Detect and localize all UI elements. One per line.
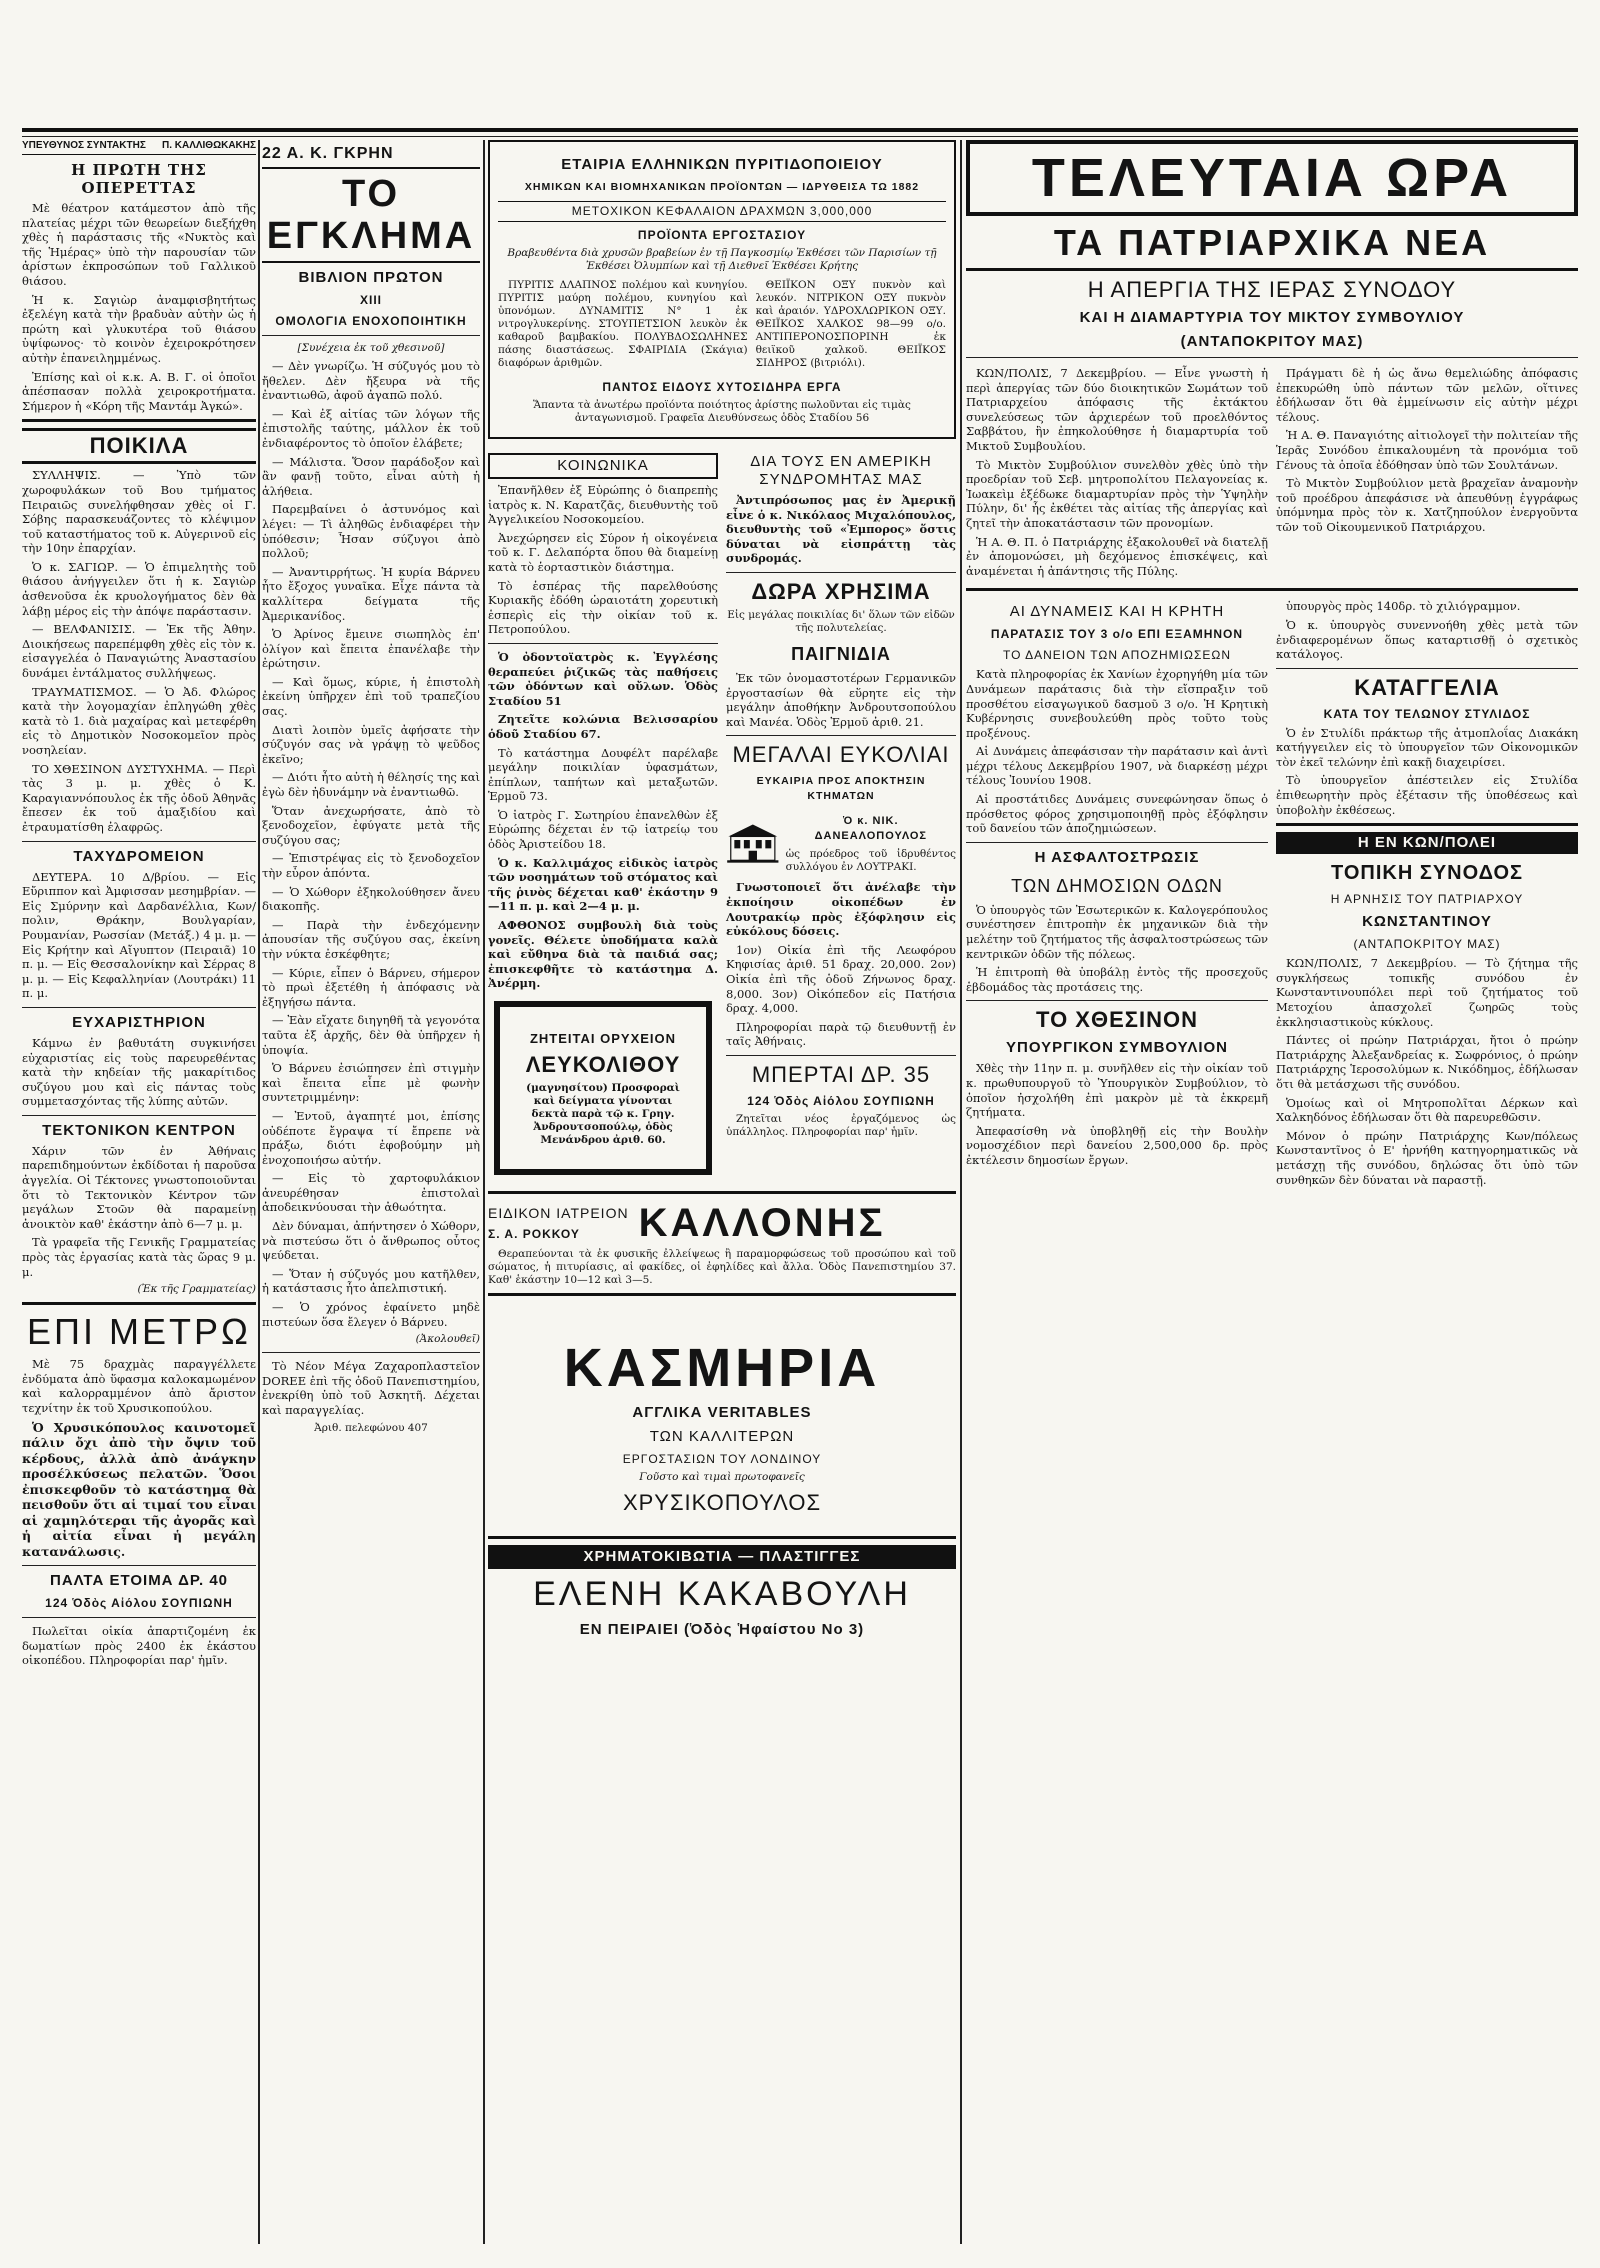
- factory-products-title: ΠΡΟΪΟΝΤΑ ΕΡΓΟΣΤΑΣΙΟΥ: [637, 228, 807, 242]
- shoes-ad: ΑΦΘΟΝΟΣ συμβουλὴ διὰ τοὺς γονεῖς. Θέλετε ὑποδήματα καλὰ καὶ εὔθηνα διὰ τὰ παιδιά σας; ἐπισκεφθῆτε τὸ κατάστημα Δ. Ἀνέρμη.: [488, 918, 718, 991]
- shop-ad: Τὸ κατάστημα Δουφέλτ παρέλαβε μεγάλην ποικιλίαν ὑφασμάτων, ἐπίπλων, ταπήτων καὶ μεταξωτῶν. Ἑρμοῦ 73.: [488, 745, 718, 804]
- premiere-paragraph: Μὲ θέατρον κατάμεστον ἀπὸ τῆς πλατείας μέχρι τῶν θεωρείων διεξήχθη χθὲς ἡ παράστασις τῆς «Νυκτὸς καὶ τῆς Ἡμέρας» ὑπὸ τὴν παρουσίαν τῶν ἀρίστων ἐκπροσώπων τοῦ Γαλλικοῦ θιάσου.: [22, 201, 256, 288]
- serial-paragraph: — Ὁ χρόνος ἐφαίνετο μηδὲ πιστεύων ὅσα ἔλεγεν ὁ Βάρνευ.: [262, 1300, 480, 1329]
- social-item: Ἐπανῆλθεν ἐξ Εὐρώπης ὁ διαπρεπὴς ἰατρὸς κ. Ν. Καρατζᾶς, διευθυντὴς τοῦ Ἀγγελικείου Νοσοκομείου.: [488, 483, 718, 527]
- cabinet-paragraph: Χθὲς τὴν 11ην π. μ. συνῆλθεν εἰς τὴν οἰκίαν τοῦ κ. πρωθυπουργοῦ τὸ Ὑπουργικὸν Συμβούλιον, τὸ ὁποῖον ἠσχολήθη ἐπὶ μακρὸν μὲ τὰ ἐκκρεμῆ ζητήματα.: [966, 1061, 1268, 1120]
- cologne-ad: Ζητεῖτε κολώνια Βελισσαρίου ὁδοῦ Σταδίου 67.: [488, 712, 718, 741]
- serial-paragraph: — Ἀναντιρρήτως. Ἡ κυρία Βάρνευ ἦτο ἔξοχος γυναῖκα. Εἶχε πάντα τὰ καλλίτερα δείγματα τῆς Ἀμερικανίδος.: [262, 564, 480, 623]
- products-left: ΠΥΡΙΤΙΣ ΔΛΑΠΝΟΣ πολέμου καὶ κυνηγίου. ΠΥΡΙΤΙΣ μαύρη πολέμου, κυνηγίου καὶ ὑπονόμων. ΔΥΝΑΜΙΤΙΣ Ν° 1 ἐκ νιτρογλυκερίνης. ΣΤΟΥΠΕΤΣΙΟΝ λευκὸν ἐκ καθαροῦ βαμβακίου. ΠΟΛΥΒΔΟΣΩΛΗΝΕΣ πάσης διαστάσεως. ΣΦΑΙΡΙΔΙΑ (Σκάγια) διαφόρων ἀριθμῶν.: [498, 279, 748, 369]
- toys-paragraph: Ἐκ τῶν ὀνομαστοτέρων Γερμανικῶν ἐργοστασίων θὰ εὕρητε εἰς τὴν μεγάλην ἀποθήκην Ἀνδρουτσοπούλου καὶ Μανέα. Ὁδὸς Ἑρμοῦ ἀριθ. 21.: [726, 670, 956, 729]
- confectionery-notice: Τὸ Νέον Μέγα Ζαχαροπλαστεῖον DOREE ἐπὶ τῆς ὁδοῦ Πανεπιστημίου, ἐνεκρίθη ὑπὸ τοῦ Ἀσκητῆ. Δέχεται καὶ παραγγελίας.: [262, 1359, 480, 1417]
- crete-subtitle-2: ΤΟ ΔΑΝΕΙΟΝ ΤΩΝ ΑΠΟΖΗΜΙΩΣΕΩΝ: [1002, 648, 1232, 663]
- serial-paragraph: Ὁ Ἀρίνος ἔμεινε σιωπηλὸς ἐπ' ὀλίγον καὶ ἔπειτα ἐπανέλαβε τὴν ἐρώτησιν.: [262, 627, 480, 671]
- roads-paragraph: Ὁ ὑπουργὸς τῶν Ἐσωτερικῶν κ. Καλογερόπουλος συνέστησεν ἐπιτροπὴν ἐκ μηχανικῶν διὰ τὴν μελέτην τοῦ ζητήματος τῆς ἀσφαλτοστρώσεως τῶν κεντρικῶν ὁδῶν τῆς πόλεως.: [966, 902, 1268, 961]
- serial-continuation: [Συνέχεια ἐκ τοῦ χθεσινοῦ]: [297, 342, 445, 354]
- serial-paragraph: — Παρὰ τὴν ἐνδεχόμενην ἀπουσίαν τῆς συζύγου σας, ἐκείνη τὴν νύκτα ἐσκέφθητε;: [262, 917, 480, 961]
- sale-firm: Ὁ κ. ΝΙΚ. ΔΑΝΕΑΛΟΠΟΥΛΟΣ: [814, 815, 928, 843]
- top-rule-thin: [22, 136, 1578, 137]
- top-rule: [22, 128, 1578, 132]
- synod-paragraph: Μόνον ὁ πρώην Πατριάρχης Κων/πόλεως Κωνσταντῖνος ὁ Ε' ἠρνήθη κατηγορηματικῶς νὰ μετάσχῃ τῆς συνόδου, δηλώσας ὅτι ὑπὸ τῶν συνθηκῶν δὲν δύναται νὰ παραστῇ.: [1276, 1128, 1578, 1187]
- serial-paragraph: Παρεμβαίνει ὁ ἀστυνόμος καὶ λέγει: — Τὶ ἀληθῶς ἐνδιαφέρει τὴν ὑπόθεσιν; Ἦσαν σύζυγοι ἀπὸ πολλοῦ;: [262, 502, 480, 561]
- crete-title: ΑΙ ΔΥΝΑΜΕΙΣ ΚΑΙ Η ΚΡΗΤΗ: [1009, 603, 1225, 621]
- stone-quarry-ad: [494, 1001, 712, 1175]
- company-capital: ΜΕΤΟΧΙΚΟΝ ΚΕΦΑΛΑΙΟΝ ΔΡΑΧΜΩΝ 3,000,000: [498, 201, 946, 222]
- social-item: Τὸ ἑσπέρας τῆς παρελθούσης Κυριακῆς ἐδόθη ὡραιοτάτη χορευτικὴ ἑσπερὶς εἰς τὴν οἰκίαν τοῦ κ. Πετροπούλου.: [488, 578, 718, 637]
- synod-paragraph: Πάντες οἱ πρώην Πατριάρχαι, ἤτοι ὁ πρώην Πατριάρχης Ἀλεξανδρείας κ. Σωφρόνιος, ὁ πρώην Πατριάρχης Ἱεροσολύμων κ. Νικόδημος, ἐδήλωσαν ὅτι θὰ μετάσχωσι τῆς συνόδου.: [1276, 1033, 1578, 1091]
- america-paragraph: Ἀντιπρόσωπος μας ἐν Ἀμερικῇ εἶνε ὁ κ. Νικόλαος Μιχαλόπουλος, διευθυντὴς τοῦ «Ἐμπορος» ὅστις δύναται νὰ εἰσπράττῃ τὰς συνδρομάς.: [726, 493, 956, 566]
- america-title: ΔΙΑ ΤΟΥΣ ΕΝ ΑΜΕΡΙΚΗ ΣΥΝΔΡΟΜΗΤΑΣ ΜΑΣ: [750, 453, 932, 488]
- column-1: [22, 140, 256, 2244]
- stone-ad-text: (μαγνησίτου) Προσφοραὶ καὶ δείγματα γίνονται δεκτὰ παρὰ τῷ κ. Γρηγ. Ἀνδρουτσοπούλῳ, ὁδὸς Μενάνδρου ἀριθ. 60.: [526, 1082, 680, 1146]
- serial-paragraph: Δὲν δύναμαι, ἀπήντησεν ὁ Χώθορν, νὰ πιστεύσω ὅτι ὁ ἄνθρωπος οὗτος ψεύδεται.: [262, 1219, 480, 1263]
- sale-paragraph: Πληροφορίαι παρὰ τῷ διευθυντῇ ἐν ταῖς Ἀθήναις.: [726, 1019, 956, 1049]
- news-item: Ὁ κ. ΣΑΓΙΩΡ. — Ὁ ἐπιμελητὴς τοῦ θιάσου ἀνήγγειλεν ὅτι ἡ κ. Σαγιὼρ ἀσθενοῦσα ἐκ κρυολογήματος δὲν θὰ λάβῃ μέρος εἰς τὴν ἀπόψε παράστασιν.: [22, 559, 256, 618]
- serial-chapter: XIII: [359, 293, 382, 307]
- cashmere-sub2: ΤΩΝ ΚΑΛΛΙΤΕΡΩΝ: [649, 1428, 795, 1445]
- cabinet-title: ΤΟ ΧΘΕΣΙΝΟΝ: [1036, 1007, 1198, 1033]
- masonic-signature: (Ἐκ τῆς Γραμματείας): [137, 1283, 256, 1296]
- masonic-paragraph: Τὰ γραφεῖα τῆς Γενικῆς Γραμματείας πρὸς τὰς ἐργασίας κατὰ τὰς ὥρας 9 μ. μ.: [22, 1235, 256, 1279]
- editor-label: ΥΠΕΥΘΥΝΟΣ ΣΥΝΤΑΚΤΗΣ: [22, 140, 146, 151]
- gunpowder-company-ad: [488, 140, 956, 439]
- cashmere-sub: ΑΓΓΛΙΚΑ VERITABLES: [632, 1404, 812, 1421]
- lead-paragraph: Ἡ Α. Θ. Π. ὁ Πατριάρχης ἐξακολουθεῖ νὰ διατελῇ ἐν ἀπομονώσει, μὴ δεχόμενος ἐπισκέψεις, καὶ ἀναμένεται ἡ ἀπάντησις τῆς Πύλης.: [966, 534, 1268, 578]
- stone-ad-title: ΖΗΤΕΙΤΑΙ ΟΡΥΧΕΙΟΝ: [529, 1031, 677, 1046]
- local-synod-subtitle-2: ΚΩΝΣΤΑΝΤΙΝΟΥ: [1362, 913, 1492, 931]
- denunciation-title: ΚΑΤΑΓΓΕΛΙΑ: [1354, 674, 1500, 700]
- serial-continued: (Ἀκολουθεῖ): [415, 1333, 480, 1346]
- column-3: [488, 140, 956, 2244]
- confectionery-phone: Ἀριθ. πελεφώνου 407: [314, 1421, 428, 1434]
- cashmere-sub3: ΕΡΓΟΣΤΑΣΙΩΝ ΤΟΥ ΛΟΝΔΙΝΟΥ: [622, 1452, 822, 1466]
- serial-body: [262, 359, 480, 1329]
- news-item: ΤΡΑΥΜΑΤΙΣΜΟΣ. — Ὁ Ἀδ. Φλώρος κατὰ τὴν λογομαχίαν ἐπληγώθη χθὲς κατὰ τὸ 1. διὰ μαχαίρας καὶ μετεφέρθη εἰς τὸ Δημοτικὸν Νοσοκομεῖον πρὸς νοσηλείαν.: [22, 684, 256, 757]
- clinic-beauty-title: ΚΑΛΛΟΝΗΣ: [638, 1201, 886, 1245]
- denunciation-paragraph: Τὸ ὑπουργεῖον ἀπέστειλεν εἰς Στυλίδα ἐπιθεωρητὴν πρὸς ἐξέτασιν τῆς ὑποθέσεως καὶ ὑποβολὴν ἐκθέσεως.: [1276, 773, 1578, 817]
- gifts-paragraph: Εἰς μεγάλας ποικιλίας δι' ὅλων τῶν εἰδῶν τῆς πολυτελείας.: [727, 608, 955, 634]
- serial-paragraph: — Διότι ἦτο αὐτὴ ἡ θέλησίς της καὶ ἐγὼ δὲν ἠδυνάμην νὰ ἐναντιωθῶ.: [262, 770, 480, 800]
- crete-subtitle: ΠΑΡΑΤΑΣΙΣ ΤΟΥ 3 ο/ο ΕΠΙ ΕΞΑΜΗΝΟΝ: [990, 627, 1244, 642]
- safes-name: ΕΛΕΝΗ ΚΑΚΑΒΟΥΛΗ: [533, 1575, 911, 1613]
- local-synod-title: Η ΕΝ ΚΩΝ/ΠΟΛΕΙ: [1276, 832, 1578, 854]
- serial-paragraph: Ὅταν ἀνεχωρήσατε, ἀπὸ τὸ ξενοδοχεῖον, ἐφύγατε μετὰ τῆς συζύγου σας;: [262, 803, 480, 847]
- denunciation-subtitle: ΚΑΤΑ ΤΟΥ ΤΕΛΩΝΟΥ ΣΤΥΛΙΔΟΣ: [1323, 706, 1531, 721]
- coats-address: 124 Ὁδὸς Αἰόλου ΣΟΥΠΙΩΝΗ: [45, 1596, 233, 1611]
- serial-paragraph: — Καὶ ἐξ αἰτίας τῶν λόγων τῆς ἐπιστολῆς ταύτης, μάλλον ἐκ τοῦ ἐνδιαφέροντος τὸ ὁποῖον ἐλάβετε;: [262, 406, 480, 450]
- cashmere-ad: [488, 1302, 956, 1530]
- serial-paragraph: Διατὶ λοιπὸν ὑμεῖς ἀφήσατε τὴν σύζυγόν σας νὰ γράψῃ τὸ ψεῦδος ἐκεῖνο;: [262, 722, 480, 766]
- local-synod-byline: (ΑΝΤΑΠΟΚΡΙΤΟΥ ΜΑΣ): [1353, 937, 1501, 952]
- thanks-title: ΕΥΧΑΡΙΣΤΗΡΙΟΝ: [72, 1013, 206, 1031]
- lead-paragraph: Τὸ Μικτὸν Συμβούλιον μετὰ βραχεῖαν ἀναμονὴν τοῦ προέδρου ἀπεφάσισε νὰ ἀπευθύνῃ ἐγγράφως ὑπόμνημα πρὸς τὸν κ. Χατζηπούλον ἐνεργοῦντα τῶν τοῦ Οἰκουμενικοῦ Πατριάρχου.: [1276, 476, 1578, 534]
- serial-paragraph: — Ἐὰν εἴχατε διηγηθῆ τὰ γεγονότα ταῦτα ἐξ ἀρχῆς, δὲν θὰ ὑπῆρχεν ἡ ὑποψία.: [262, 1013, 480, 1057]
- column-divider: [483, 140, 485, 2244]
- social-item: Ἀνεχώρησεν εἰς Σύρον ἡ οἰκογένεια τοῦ κ. Γ. Δελαπόρτα ὅπου θὰ διαμείνῃ κατὰ τὸ ἑορταστικὸν διάστημα.: [488, 530, 718, 574]
- serial-book: ΒΙΒΛΙΟΝ ΠΡΩΤΟΝ: [298, 269, 444, 286]
- editor-line: [22, 140, 256, 155]
- cabinet-paragraph: Ἀπεφασίσθη νὰ ὑποβληθῇ εἰς τὴν Βουλὴν νομοσχέδιον περὶ δανείου 2,500,000 δρ. πρὸς ἐκτέλεσιν δημοσίων ἔργων.: [966, 1123, 1268, 1167]
- sale-paragraph: 1ον) Οἰκία ἐπὶ τῆς Λεωφόρου Κηφισίας ἀριθ. 51 δραχ. 20,000. 2ον) Οἰκία ἐπὶ τῆς ὁδοῦ Ζήνωνος δραχ. 8,000. 3ον) Οἰκόπεδον εἰς Πατήσια δραχ. 4,000.: [726, 942, 956, 1016]
- toys-title: ΠΑΙΓΝΙΔΙΑ: [791, 643, 891, 664]
- serial-paragraph: — Ἐντοῦ, ἀγαπητέ μοι, ἐπίσης οὐδέποτε ἔγραψα τί ἔπρεπε νὰ πράξω, διότι ἐφοβούμην μὴ ἐνοχοποιήσω αὐτήν.: [262, 1108, 480, 1167]
- synod-strike-title: Η ΑΠΕΡΓΙΑ ΤΗΣ ΙΕΡΑΣ ΣΥΝΟΔΟΥ: [1087, 277, 1457, 302]
- masonic-title: ΤΕΚΤΟΝΙΚΟΝ ΚΕΝΤΡΟΝ: [42, 1121, 236, 1139]
- dentist-ad: Ὁ ὀδοντοϊατρὸς κ. Ἐγγλέσης θεραπεύει ῥιζικῶς τὰς παθήσεις τῶν ὀδόντων καὶ οὔλων. Ὁδὸς Σταδίου 51: [488, 649, 718, 708]
- serial-title: ΤΟ ΕΓΚΛΗΜΑ: [262, 167, 480, 263]
- council-protest-title: ΚΑΙ Η ΔΙΑΜΑΡΤΥΡΙΑ ΤΟΥ ΜΙΚΤΟΥ ΣΥΜΒΟΥΛΙΟΥ: [1079, 309, 1465, 326]
- late-news-headline: ΤΕΛΕΥΤΑΙΑ ΩΡΑ: [966, 140, 1578, 216]
- editor-name: Π. ΚΑΛΛΙΘΩΚΑΚΗΣ: [161, 140, 256, 151]
- serial-chapter-title: ΟΜΟΛΟΓΙΑ ΕΝΟΧΟΠΟΙΗΤΙΚΗ: [275, 314, 467, 328]
- patriarchal-news-title: ΤΑ ΠΑΤΡΙΑΡΧΙΚΑ ΝΕΑ: [966, 222, 1578, 271]
- post-title: ΤΑΧΥΔΡΟΜΕΙΟΝ: [73, 847, 205, 865]
- company-subtitle: ΧΗΜΙΚΩΝ ΚΑΙ ΒΙΟΜΗΧΑΝΙΚΩΝ ΠΡΟΪΟΝΤΩΝ — ΙΔΡΥΘΕΙΣΑ ΤΩ 1882: [524, 181, 920, 193]
- column-divider: [258, 140, 260, 2244]
- roads-title: Η ΑΣΦΑΛΤΟΣΤΡΩΣΙΣ: [1034, 848, 1200, 866]
- masonic-paragraph: Χάριν τῶν ἐν Ἀθήναις παρεπιδημούντων ἐκδίδοται ἡ παροῦσα ἀγγελία. Οἱ Τέκτονες γνωστοποιοῦνται ὅτι τὸ Τεκτονικὸν Κέντρον τῶν μεγάλων Στοῶν θὰ παραμείνῃ ἀνοικτὸν καθ' ἑκάστην ἀπὸ 6—7 μ. μ.: [22, 1143, 256, 1231]
- correspondent-byline: (ΑΝΤΑΠΟΚΡΙΤΟΥ ΜΑΣ): [1180, 333, 1364, 350]
- clinic-ad: [488, 1200, 956, 1246]
- lead-paragraph: Τὸ Μικτὸν Συμβούλιον συνελθὸν χθὲς ὑπὸ τὴν προεδρίαν τοῦ Σεβ. μητροπολίτου Πελαγονείας κ. Ἰωακεὶμ ἐξέδωκε διαμαρτυρίαν πρὸς τὴν Ὑψηλὴν Πύλην, δι' ἧς ἐκθέτει τὰς αἰτίας τῆς ἀπεργίας καὶ ζητεῖ τὴν ἀποκατάστασιν τῶν προνομίων.: [966, 457, 1268, 530]
- crete-paragraph: Αἱ Δυνάμεις ἀπεφάσισαν τὴν παράτασιν καὶ ἀντὶ μέχρι τέλους Δεκεμβρίου 1907, νὰ διαρκέσῃ μέχρι τέλους Ἰουνίου 1908.: [966, 744, 1268, 788]
- serial-paragraph: — Κύριε, εἶπεν ὁ Βάρνευ, σήμερον τὸ πρωὶ ἐξετέθη ἡ ἀπόφασις νὰ ἐξηγήσω πάντα.: [262, 965, 480, 1009]
- serial-paragraph: — Μάλιστα. Ὅσον παράδοξον καὶ ἂν φανῇ τοῦτο, εἶναι αὐτὴ ἡ ἀλήθεια.: [262, 454, 480, 498]
- side-paragraph: ὑπουργὸς πρὸς 140δρ. τὸ χιλιόγραμμον.: [1286, 599, 1521, 614]
- sale-subtitle: ΕΥΚΑΙΡΙΑ ΠΡΟΣ ΑΠΟΚΤΗΣΙΝ ΚΤΗΜΑΤΩΝ: [756, 775, 926, 803]
- made-to-measure-title: ΕΠΙ ΜΕΤΡΩ: [27, 1311, 251, 1353]
- sale-paragraph: Πωλεῖται οἰκία ἀπαρτιζομένη ἐκ δωματίων πρὸς 2400 ἐκ ἑκάστου οἰκοπέδου. Πληροφορίαι παρ' ἡμῖν.: [22, 1624, 256, 1668]
- serial-paragraph: — Ὅταν ἡ σύζυγός μου κατῆλθεν, ἡ κατάστασις ἦτο ἀπελπιστική.: [262, 1266, 480, 1296]
- roads-paragraph: Ἡ ἐπιτροπὴ θὰ ὑποβάλῃ ἐντὸς τῆς προσεχοῦς ἑβδομάδος τὰς προτάσεις της.: [966, 965, 1268, 994]
- lead-paragraph: Ἡ Α. Θ. Παναγιότης αἰτιολογεῖ τὴν πολιτείαν τῆς Ἱερᾶς Συνόδου ἐπικαλουμένη τὰ προνόμια τοῦ Γένους τὰ ὁποῖα ἐδόθησαν ὑπὸ τῶν Σουλτάνων.: [1276, 428, 1578, 472]
- clinic-doctor: Σ. Α. ΡΟΚΚΟΥ: [488, 1227, 580, 1241]
- social-title: ΚΟΙΝΩΝΙΚΑ: [488, 453, 718, 479]
- sale-firm-text: ὡς πρόεδρος τοῦ ἰδρυθέντος συλλόγου ἐν ΛΟΥΤΡΑΚΙ.: [785, 848, 956, 874]
- post-paragraph: ΔΕΥΤΕΡΑ. 10 Δ/βρίου. — Εἰς Εὔριππον καὶ Ἀμφισσαν μεσημβρίαν. — Εἰς Σμύρνην καὶ Δαρδανέλλια, Κων/πολιν, Θράκην, Βουλγαρίαν, Ρουμανίαν, Ρωσσίαν (Μετάξ.) 4 μ. μ. — Εἰς Κρήτην καὶ Αἴγυπτον (Πειραιᾶ) 10 π. μ. — Εἰς Θεσσαλονίκην καὶ Σέρρας 8 μ. μ. — Εἰς Κεφαλληνίαν (Λουτράκι) 11 π. μ.: [22, 869, 256, 1001]
- local-synod-title-2: ΤΟΠΙΚΗ ΣΥΝΟΔΟΣ: [1330, 862, 1524, 885]
- capes-title: ΜΠΕΡΤΑΙ ΔΡ. 35: [751, 1061, 931, 1087]
- sale-paragraph: Γνωστοποιεῖ ὅτι ἀνέλαβε τὴν ἐκποίησιν οἰκοπέδων ἐν Λουτρακίῳ πρὸς ἐξόφλησιν εἰς εὐκόλους δόσεις.: [726, 880, 956, 939]
- cashmere-note: Γοῦστο καὶ τιμαὶ πρωτοφανεῖς: [639, 1471, 805, 1483]
- lead-paragraph: Πράγματι δὲ ἡ ὡς ἄνω θεμελιώδης ἀπόφασις ἐπεκυρώθη ὑπὸ πάντων τῶν μελῶν, οἵτινες ἐδήλωσαν ὅτι θὰ ἐμμείνωσιν εἰς αὐτὴν μέχρι τέλους.: [1276, 366, 1578, 424]
- column-divider: [960, 140, 962, 2244]
- news-item: — ΒΕΛΦΑΝΙΣΙΣ. — Ἐκ τῆς Ἀθην. Διοικήσεως παρεπέμφθη χθὲς εἰς τὸν κ. εἰσαγγελέα ὁ Παναγιώτης Ἀναστασίου δυνάμει ἐντάλματος συλλήψεως.: [22, 622, 256, 681]
- local-synod-subtitle: Η ΑΡΝΗΣΙΣ ΤΟΥ ΠΑΤΡΙΑΡΧΟΥ: [1330, 892, 1524, 907]
- building-illustration: [726, 808, 780, 878]
- synod-paragraph: ΚΩΝ/ΠΟΛΙΣ, 7 Δεκεμβρίου. — Τὸ ζήτημα τῆς συγκλήσεως τοπικῆς συνόδου ἐν Κωνσταντινουπόλει περὶ τοῦ ζητήματος τοῦ Μετοχίου ἀπασχολεῖ ζωηρῶς τοὺς ἐκκλησιαστικοὺς κύκλους.: [1276, 956, 1578, 1029]
- serial-paragraph: — Ὁ Χώθορν ἐξηκολούθησεν ἄνευ διακοπῆς.: [262, 884, 480, 914]
- roads-subtitle: ΤΩΝ ΔΗΜΟΣΙΩΝ ΟΔΩΝ: [1011, 875, 1223, 896]
- serial-header: 22 Α. Κ. ΓΚΡΗΝ: [262, 145, 394, 162]
- clinic-label: ΕΙΔΙΚΟΝ ΙΑΤΡΕΙΟΝ: [488, 1205, 629, 1221]
- doctor-ad: Ὁ ἰατρὸς Γ. Σωτηρίου ἐπανελθὼν ἐξ Εὐρώπης δέχεται ἐν τῷ ἰατρείῳ του ὁδὸς Ἀριστείδου 18.: [488, 807, 718, 852]
- column-2: [262, 140, 480, 2244]
- company-title: ΕΤΑΙΡΙΑ ΕΛΛΗΝΙΚΩΝ ΠΥΡΙΤΙΔΟΠΟΙΕΙΟΥ: [561, 156, 883, 173]
- factory-awards: Βραβευθέντα διὰ χρυσῶν βραβείων ἐν τῇ Παγκοσμίῳ Ἐκθέσει τῶν Παρισίων τῇ Ἐκθέσει Ὀλυμπίων καὶ τῇ Διεθνεῖ Ἐκθέσει Κρήτης: [507, 247, 937, 272]
- premiere-paragraph: Ἐπίσης καὶ οἱ κ.κ. Α. Β. Γ. οἱ ὁποῖοι ἀπέσπασαν πολλὰ χειροκροτήματα. Σήμερον ἡ «Κόρη τῆς Μαντάμ Ἀγκώ».: [22, 369, 256, 413]
- column-4: [966, 140, 1578, 2244]
- cashmere-firm: ΧΡΥΣΙΚΟΠΟΥΛΟΣ: [622, 1490, 822, 1515]
- lead-paragraph: ΚΩΝ/ΠΟΛΙΣ, 7 Δεκεμβρίου. — Εἶνε γνωστὴ ἡ περὶ ἀπεργίας τῶν δύο διοικητικῶν Σωμάτων τοῦ Πατριαρχείου ἀπόφασις τῆς ἐκτάκτου συνελεύσεως τῶν ἀρχιερέων τοῦ προελθόντος Σαββάτου, ἣν ἐπηκολούθησε ἡ διαμαρτυρία τοῦ Μικτοῦ Συμβουλίου.: [966, 366, 1268, 453]
- capes-notice: Ζητεῖται νέος ἐργαζόμενος ὡς ὑπάλληλος. Πληροφορίαι παρ' ἡμῖν.: [726, 1112, 956, 1138]
- poikila-title: ΠΟΙΚΙΛΑ: [22, 428, 256, 464]
- gifts-title: ΔΩΡΑ ΧΡΗΣΙΜΑ: [751, 578, 931, 604]
- serial-paragraph: — Ἐπιστρέψας εἰς τὸ ξενοδοχεῖον τὴν εὗρον ἀπόντα.: [262, 851, 480, 880]
- synod-paragraph: Ὁμοίως καὶ οἱ Μητροπολῖται Δέρκων καὶ Χαλκηδόνος ἐδήλωσαν ὅτι θὰ παρευρεθῶσιν.: [1276, 1095, 1578, 1125]
- company-footer: Ἅπαντα τὰ ἀνωτέρω προϊόντα ποιότητος ἀρίστης πωλοῦνται εἰς τιμὰς ἀνταγωνισμοῦ. Γραφεῖα Διευθύνσεως ὁδὸς Σταδίου 56: [533, 399, 911, 424]
- serial-paragraph: Ὁ Βάρνευ ἐσιώπησεν ἐπὶ στιγμὴν καὶ ἔπειτα εἶπε μὲ φωνὴν συντετριμμένην:: [262, 1061, 480, 1105]
- crete-paragraph: Αἱ προστάτιδες Δυνάμεις συνεφώνησαν ὅπως ὁ πρόσθετος φόρος χρησιμοποιηθῇ πρὸς ἐξόφλησιν τοῦ δανείου τῶν ἀποζημιώσεων.: [966, 792, 1268, 836]
- news-item: ΤΟ ΧΘΕΣΙΝΟΝ ΔΥΣΤΥΧΗΜΑ. — Περὶ τὰς 3 μ. μ. χθὲς ὁ Κ. Καραγιαννόπουλος ἐκ τῆς ὁδοῦ Ἀθηνᾶς ἔπεσεν ἐκ τοῦ ἁμαξιδίου καὶ ἐτραυματίσθη ἐλαφρῶς.: [22, 761, 256, 834]
- side-paragraph: Ὁ κ. ὑπουργὸς συνεννοήθη χθὲς μετὰ τῶν ἐνδιαφερομένων ὅπως καταρτισθῇ ὁ σχετικὸς κατάλογος.: [1276, 617, 1578, 662]
- products-right: ΘΕΙΪΚΟΝ ΟΞΥ πυκνὸν καὶ λευκόν. ΝΙΤΡΙΚΟΝ ΟΞΥ πυκνὸν καὶ ἀραιόν. ΥΔΡΟΧΛΩΡΙΚΟΝ ΟΞΥ. ΘΕΙΪΚΟΣ ΧΑΛΚΟΣ 98—99 ο/ο. ΑΝΤΙΠΕΡΟΝΟΣΠΟΡΙΝΗ ἐκ θειϊκοῦ χαλκοῦ. ΘΕΙΪΚΟΣ ΣΙΔΗΡΟΣ (βιτριόλι).: [755, 279, 946, 369]
- sale-title: ΜΕΓΑΛΑΙ ΕΥΚΟΛΙΑΙ: [732, 742, 950, 768]
- capes-address: 124 Ὁδὸς Αἰόλου ΣΟΥΠΙΩΝΗ: [747, 1093, 935, 1108]
- made-to-measure-paragraph: Ὁ Χρυσικόπουλος καινοτομεῖ πάλιν ὄχι ἀπὸ τὴν ὄψιν τοῦ κέρδους, ἀλλὰ ἀπὸ ἀνάγκην προσέλκύσεως πελατῶν. Ὅσοι ἐπισκεφθοῦν τὸ κατάστημα θὰ πεισθοῦν ὅτι αἱ τιμαί του εἶναι αἱ χαμηλότεραι τῆς ἀγορᾶς καὶ ἡ αἰτία εἶναι ἡ μεγάλη κατανάλωσις.: [22, 1419, 256, 1559]
- stone-ad-big: ΛΕΥΚΟΛΙΘΟΥ: [525, 1052, 681, 1077]
- made-to-measure-paragraph: Μὲ 75 δραχμὰς παραγγέλλετε ἐνδύματα ἀπὸ ὕφασμα καλοκαμωμένον καὶ καλορραμμένον ἀπὸ ἄριστον τεχνίτην ἐκ τοῦ Χρυσικοπούλου.: [22, 1357, 256, 1415]
- crete-paragraph: Κατὰ πληροφορίας ἐκ Χανίων ἐχορηγήθη μία τῶν Δυνάμεων παράτασις διὰ τὴν εἴσπραξιν τοῦ προσθέτου εἰσαγωγικοῦ δασμοῦ 3 ο/ο. Ἡ Κρητικὴ Κυβέρνησις συνεβουλεύθη πρὸς τοῦτο τοὺς προξένους.: [966, 667, 1268, 740]
- denunciation-paragraph: Ὁ ἐν Στυλίδι πράκτωρ τῆς ἀτμοπλοΐας Διακάκη κατήγγειλεν εἰς τὸ ὑπουργεῖον τῶν Οἰκονομικῶν τὸν ἐκεῖ τελώνην ἐπὶ κακῇ διαχειρίσει.: [1276, 725, 1578, 769]
- serial-paragraph: — Δὲν γνωρίζω. Ἡ σύζυγός μου τὸ ἤθελεν. Δὲν ἤξευρα νὰ τῆς ἐναντιωθῶ, ἀφοῦ ἀγαπῶ πολύ.: [262, 359, 480, 403]
- cabinet-subtitle: ΥΠΟΥΡΓΙΚΟΝ ΣΥΜΒΟΥΛΙΟΝ: [1006, 1039, 1228, 1057]
- safes-title: ΧΡΗΜΑΤΟΚΙΒΩΤΙΑ — ΠΛΑΣΤΙΓΓΕΣ: [488, 1545, 956, 1569]
- castings-line: ΠΑΝΤΟΣ ΕΙΔΟΥΣ ΧΥΤΟΣΙΔΗΡΑ ΕΡΓΑ: [602, 380, 842, 394]
- specialist-ad: Ὁ κ. Καλλιμάχος εἰδικὸς ἰατρὸς τῶν νοσημάτων τοῦ στόματος καὶ τῆς ῥινὸς δέχεται καθ' ἑκάστην 9—11 π. μ. καὶ 2—4 μ. μ.: [488, 855, 718, 914]
- coats-title: ΠΑΛΤΑ ΕΤΟΙΜΑ ΔΡ. 40: [49, 1572, 229, 1590]
- premiere-title: Η ΠΡΩΤΗ ΤΗΣ ΟΠΕΡΕΤΤΑΣ: [71, 161, 207, 197]
- serial-paragraph: — Εἰς τὸ χαρτοφυλάκιον ἀνευρέθησαν ἐπιστολαὶ ἀποδεικνύουσαι τὴν ἀθωότητα.: [262, 1171, 480, 1215]
- premiere-paragraph: Ἡ κ. Σαγιὼρ ἀναμφισβητήτως ἐξελέγη κατὰ τὴν βραδυὰν αὐτὴν ὡς ἡ πρώτη καὶ γλυκυτέρα τοῦ θιάσου ὑψίφωνος· τὸ κοινὸν ἐχειροκρότησεν αὐτὴν ἐπανειλημμένως.: [22, 292, 256, 365]
- serial-paragraph: — Καὶ ὅμως, κύριε, ἡ ἐπιστολὴ ἐκείνη ὑπῆρχεν ἐπὶ τοῦ τραπεζίου σας.: [262, 674, 480, 719]
- news-item: ΣΥΛΛΗΨΙΣ. — Ὑπὸ τῶν χωροφυλάκων τοῦ Βου τμήματος Πειραιῶς συνελήφθησαν χθὲς οἱ Γ. Σόβης παρασκευάζοντες τὸ κλέψιμον τοῦ καταστήματος τοῦ κ. Αὐγερινοῦ εἰς τὴν 10ην ἐπαρχίαν.: [22, 468, 256, 556]
- thanks-paragraph: Κάμνω ἐν βαθυτάτη συγκινήσει εὐχαριστίας εἰς τοὺς παρευρεθέντας κατὰ τὴν κηδείαν τῆς μακαρίτιδος συζύγου μου καὶ εἰς πάντας τοὺς συμμετασχόντας τῆς λύπης αὐτῶν.: [22, 1035, 256, 1109]
- clinic-paragraph: Θεραπεύονται τὰ ἐκ φυσικῆς ἐλλείψεως ἢ παραμορφώσεως τοῦ προσώπου καὶ τοῦ σώματος, ἡ πιτυρίασις, αἱ φακίδες, οἱ ἐφηλίδες καὶ ἄλλα. Ὁδὸς Πανεπιστημίου 37. Καθ' ἑκάστην 10—12 καὶ 3—5.: [488, 1248, 956, 1286]
- safes-address: ΕΝ ΠΕΙΡΑΙΕΙ (Ὁδὸς Ἡφαίστου Νο 3): [579, 1621, 865, 1638]
- cashmere-title: ΚΑΣΜΗΡΙΑ: [563, 1338, 881, 1398]
